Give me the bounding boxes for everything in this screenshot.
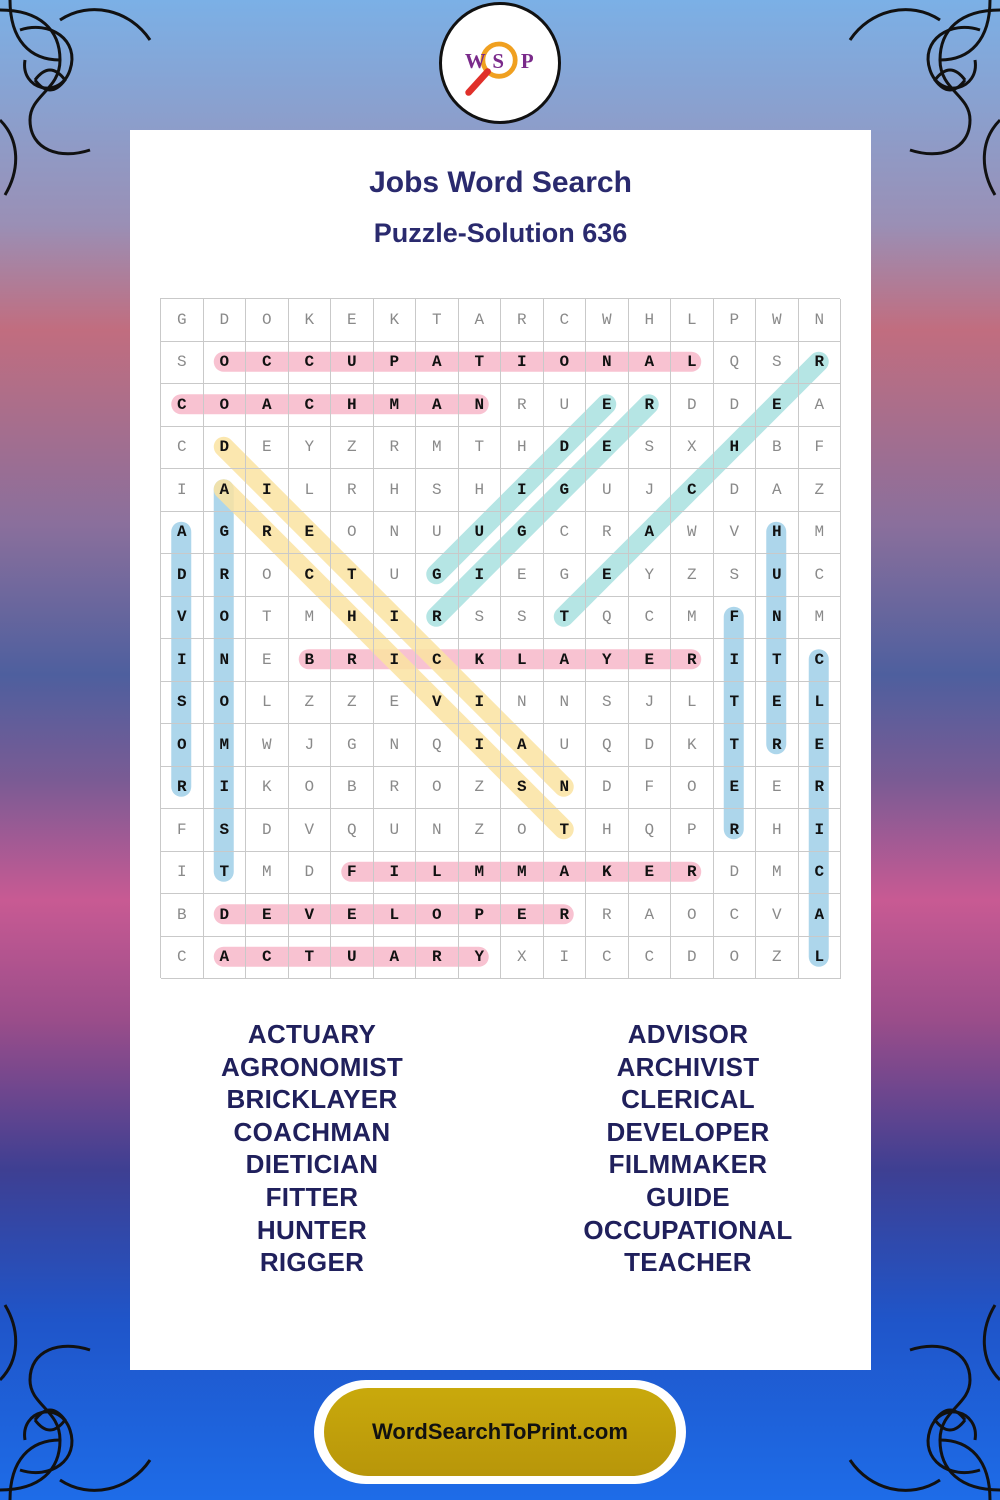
grid-cell[interactable]: O <box>161 724 204 767</box>
grid-cell[interactable]: R <box>799 342 842 385</box>
grid-cell[interactable]: L <box>374 894 417 937</box>
word-item-teacher: TEACHER <box>624 1247 752 1278</box>
grid-cell[interactable]: H <box>586 809 629 852</box>
logo-letter-p: P <box>520 48 534 73</box>
grid-cell[interactable]: O <box>246 299 289 342</box>
grid-cell[interactable]: O <box>416 767 459 810</box>
grid-cell[interactable]: E <box>374 682 417 725</box>
grid-cell[interactable]: I <box>799 809 842 852</box>
grid-cell[interactable]: Q <box>586 724 629 767</box>
grid-cell[interactable]: S <box>714 554 757 597</box>
grid-cell[interactable]: I <box>459 682 502 725</box>
grid-cell[interactable]: O <box>544 342 587 385</box>
grid-cell[interactable]: Z <box>459 809 502 852</box>
grid-cell[interactable]: I <box>161 469 204 512</box>
grid-cell[interactable]: E <box>629 852 672 895</box>
grid-cell[interactable]: R <box>671 852 714 895</box>
grid-cell[interactable]: C <box>586 937 629 980</box>
word-item-bricklayer: BRICKLAYER <box>226 1084 398 1115</box>
grid-cell[interactable]: G <box>204 512 247 555</box>
grid-cell[interactable]: X <box>671 427 714 470</box>
grid-cell[interactable]: E <box>714 767 757 810</box>
grid-cell[interactable]: O <box>204 384 247 427</box>
grid-cell[interactable]: Y <box>629 554 672 597</box>
grid-cell[interactable]: E <box>799 724 842 767</box>
grid-cell[interactable]: L <box>799 937 842 980</box>
grid-cell[interactable]: S <box>756 342 799 385</box>
grid-cell[interactable]: G <box>416 554 459 597</box>
grid-cell[interactable]: B <box>331 767 374 810</box>
word-item-advisor: ADVISOR <box>627 1019 749 1049</box>
word-item-rigger: RIGGER <box>259 1247 365 1278</box>
grid-cell[interactable]: D <box>161 554 204 597</box>
grid-cell[interactable]: D <box>246 809 289 852</box>
grid-cell[interactable]: T <box>331 554 374 597</box>
grid-cell[interactable]: C <box>161 384 204 427</box>
grid-cell[interactable]: V <box>416 682 459 725</box>
grid-cell[interactable]: G <box>161 299 204 342</box>
grid-cell[interactable]: Z <box>459 767 502 810</box>
grid-cell[interactable]: Z <box>756 937 799 980</box>
grid-cell[interactable]: E <box>246 639 289 682</box>
grid-cell[interactable]: F <box>161 809 204 852</box>
grid-cell[interactable]: K <box>289 299 332 342</box>
grid-cell[interactable]: W <box>756 299 799 342</box>
grid-cell[interactable]: P <box>459 894 502 937</box>
grid-cell[interactable]: V <box>714 512 757 555</box>
grid-cell[interactable]: D <box>544 427 587 470</box>
grid-cell[interactable]: R <box>501 299 544 342</box>
grid-cell[interactable]: T <box>544 597 587 640</box>
grid-cell[interactable]: G <box>544 469 587 512</box>
grid-cell[interactable]: R <box>331 469 374 512</box>
grid-cell[interactable]: K <box>374 299 417 342</box>
grid-cell[interactable]: C <box>799 852 842 895</box>
grid-cell[interactable]: O <box>204 342 247 385</box>
grid-cell[interactable]: D <box>629 724 672 767</box>
grid-cell[interactable]: A <box>544 852 587 895</box>
logo-letter-s: S <box>492 48 505 73</box>
grid-cell[interactable]: U <box>544 724 587 767</box>
grid-cell[interactable]: M <box>501 852 544 895</box>
grid-cell[interactable]: A <box>416 342 459 385</box>
grid-cell[interactable]: M <box>799 512 842 555</box>
word-item-archivist: ARCHIVIST <box>616 1051 760 1082</box>
grid-cell[interactable]: M <box>204 724 247 767</box>
grid-cell[interactable]: R <box>799 767 842 810</box>
grid-cell[interactable]: C <box>799 554 842 597</box>
grid-cell[interactable]: T <box>246 597 289 640</box>
grid-cell[interactable]: H <box>374 469 417 512</box>
grid-cell[interactable]: O <box>246 554 289 597</box>
grid-cell[interactable]: A <box>204 469 247 512</box>
grid-cell[interactable]: M <box>459 852 502 895</box>
word-item-guide: GUIDE <box>646 1181 730 1212</box>
grid-cell[interactable]: J <box>629 469 672 512</box>
grid-cell[interactable]: E <box>629 639 672 682</box>
grid-cell[interactable]: R <box>544 894 587 937</box>
grid-cell[interactable]: B <box>289 639 332 682</box>
grid-cell[interactable]: O <box>204 597 247 640</box>
grid-cell[interactable]: N <box>544 682 587 725</box>
grid-cell[interactable]: L <box>416 852 459 895</box>
grid-cell[interactable]: H <box>756 512 799 555</box>
grid-cell[interactable]: L <box>289 469 332 512</box>
grid-cell[interactable]: F <box>331 852 374 895</box>
grid-cell[interactable]: I <box>459 724 502 767</box>
grid-cell[interactable]: I <box>246 469 289 512</box>
grid-cell[interactable]: M <box>799 597 842 640</box>
grid-cell[interactable]: Z <box>671 554 714 597</box>
grid-cell[interactable]: C <box>246 937 289 980</box>
grid-cell[interactable]: S <box>629 427 672 470</box>
grid-cell[interactable]: V <box>289 809 332 852</box>
grid-cell[interactable]: K <box>459 639 502 682</box>
grid-cell[interactable]: M <box>671 597 714 640</box>
grid-cell[interactable]: R <box>374 767 417 810</box>
grid-cell[interactable]: H <box>501 427 544 470</box>
grid-cell[interactable]: W <box>586 299 629 342</box>
grid-cell[interactable]: A <box>374 937 417 980</box>
grid-cell[interactable]: M <box>289 597 332 640</box>
grid-cell[interactable]: T <box>714 724 757 767</box>
grid-cell[interactable]: N <box>501 682 544 725</box>
word-item-occupational: OCCUPATIONAL <box>583 1214 793 1245</box>
magnifier-handle <box>469 72 488 93</box>
grid-cell[interactable]: L <box>671 342 714 385</box>
grid-cell[interactable]: R <box>756 724 799 767</box>
grid-cell[interactable]: C <box>629 937 672 980</box>
grid-cell[interactable]: A <box>204 937 247 980</box>
grid-cell[interactable]: N <box>586 342 629 385</box>
grid-cell[interactable]: E <box>586 554 629 597</box>
grid-cell[interactable]: O <box>204 682 247 725</box>
grid-cell[interactable]: R <box>331 639 374 682</box>
grid-cell[interactable]: O <box>416 894 459 937</box>
grid-cell[interactable]: D <box>204 894 247 937</box>
grid-cell[interactable]: J <box>629 682 672 725</box>
word-item-filmmaker: FILMMAKER <box>608 1149 768 1180</box>
grid-cell[interactable]: W <box>246 724 289 767</box>
grid-cell[interactable]: S <box>501 597 544 640</box>
grid-cell[interactable]: Q <box>586 597 629 640</box>
grid-cell[interactable]: C <box>544 512 587 555</box>
grid-cell[interactable]: U <box>374 809 417 852</box>
grid-cell[interactable]: C <box>629 597 672 640</box>
grid-cell[interactable]: C <box>246 342 289 385</box>
grid-cell[interactable]: T <box>459 427 502 470</box>
grid-cell[interactable]: E <box>501 894 544 937</box>
word-item-clerical: CLERICAL <box>621 1084 755 1115</box>
grid-cell[interactable]: M <box>756 852 799 895</box>
puzzle-card <box>130 130 871 1370</box>
website-badge[interactable] <box>314 1380 686 1484</box>
grid-cell[interactable]: U <box>374 554 417 597</box>
grid-cell[interactable]: P <box>714 299 757 342</box>
grid-cell[interactable]: R <box>416 937 459 980</box>
grid-cell[interactable]: U <box>756 554 799 597</box>
grid-cell[interactable]: Y <box>459 937 502 980</box>
grid-cell[interactable]: M <box>374 384 417 427</box>
puzzle-subtitle: Puzzle-Solution 636 <box>373 218 628 248</box>
grid-cell[interactable]: E <box>331 299 374 342</box>
grid-cell[interactable]: S <box>204 809 247 852</box>
grid-cell[interactable]: S <box>416 469 459 512</box>
grid-cell[interactable]: D <box>289 852 332 895</box>
grid-cell[interactable]: C <box>289 342 332 385</box>
grid-cell[interactable]: X <box>501 937 544 980</box>
grid-cell[interactable]: D <box>671 937 714 980</box>
grid-cell[interactable]: F <box>629 767 672 810</box>
grid-cell[interactable]: Z <box>331 427 374 470</box>
grid-cell[interactable]: R <box>204 554 247 597</box>
grid-cell[interactable]: T <box>289 937 332 980</box>
grid-cell[interactable]: N <box>204 639 247 682</box>
grid-cell[interactable]: E <box>756 682 799 725</box>
grid-cell[interactable]: R <box>671 639 714 682</box>
grid-cell[interactable]: M <box>246 852 289 895</box>
grid-cell[interactable]: A <box>756 469 799 512</box>
grid-cell[interactable]: K <box>586 852 629 895</box>
grid-cell[interactable]: D <box>714 469 757 512</box>
grid-cell[interactable]: T <box>204 852 247 895</box>
grid-cell[interactable]: A <box>246 384 289 427</box>
grid-cell[interactable]: C <box>714 894 757 937</box>
grid-cell[interactable]: P <box>374 342 417 385</box>
website-link[interactable]: WordSearchToPrint.com <box>324 1388 676 1476</box>
grid-cell[interactable]: D <box>671 384 714 427</box>
grid-cell[interactable]: N <box>374 724 417 767</box>
grid-cell[interactable]: R <box>586 894 629 937</box>
grid-cell[interactable]: I <box>501 342 544 385</box>
grid-cell[interactable]: L <box>671 682 714 725</box>
word-item-agronomist: AGRONOMIST <box>220 1051 404 1082</box>
grid-cell[interactable]: L <box>799 682 842 725</box>
grid-cell[interactable]: Q <box>416 724 459 767</box>
grid-cell[interactable]: R <box>501 384 544 427</box>
wsp-logo[interactable] <box>439 2 561 124</box>
grid-cell[interactable]: D <box>204 427 247 470</box>
grid-cell[interactable]: R <box>629 384 672 427</box>
grid-cell[interactable]: E <box>246 427 289 470</box>
grid-cell[interactable]: O <box>331 512 374 555</box>
grid-cell[interactable]: O <box>501 809 544 852</box>
grid-cell[interactable]: E <box>756 767 799 810</box>
grid-cell[interactable]: E <box>756 384 799 427</box>
grid-cell[interactable]: V <box>756 894 799 937</box>
grid-cell[interactable]: I <box>204 767 247 810</box>
grid-cell[interactable]: A <box>799 894 842 937</box>
word-list-right <box>538 1018 838 1279</box>
grid-cell[interactable]: F <box>714 597 757 640</box>
grid-cell[interactable]: D <box>586 767 629 810</box>
grid-cell[interactable]: D <box>714 384 757 427</box>
grid-cell[interactable]: R <box>161 767 204 810</box>
grid-cell[interactable]: A <box>629 512 672 555</box>
grid-cell[interactable]: N <box>374 512 417 555</box>
grid-cell[interactable]: A <box>544 639 587 682</box>
grid-cell[interactable]: U <box>586 469 629 512</box>
grid-cell[interactable]: H <box>714 427 757 470</box>
grid-cell[interactable]: A <box>799 384 842 427</box>
grid-cell[interactable]: L <box>246 682 289 725</box>
grid-cell[interactable]: O <box>714 937 757 980</box>
grid-cell[interactable]: C <box>161 427 204 470</box>
word-search-grid <box>160 298 840 978</box>
grid-cell[interactable]: H <box>756 809 799 852</box>
grid-cell[interactable]: N <box>459 384 502 427</box>
grid-cell[interactable]: U <box>416 512 459 555</box>
grid-cell[interactable]: J <box>289 724 332 767</box>
grid-cell[interactable]: M <box>416 427 459 470</box>
grid-cell[interactable]: E <box>586 384 629 427</box>
grid-cell[interactable]: S <box>161 682 204 725</box>
grid-cell[interactable]: H <box>331 384 374 427</box>
grid-cell[interactable]: C <box>544 299 587 342</box>
word-item-dietician: DIETICIAN <box>245 1149 379 1180</box>
grid-cell[interactable]: R <box>246 512 289 555</box>
grid-cell[interactable]: A <box>629 342 672 385</box>
puzzle-title: Jobs Word Search <box>369 166 632 199</box>
grid-cell[interactable]: A <box>161 512 204 555</box>
grid-cell[interactable]: H <box>459 469 502 512</box>
word-list-left <box>162 1018 462 1279</box>
grid-cell[interactable]: C <box>416 639 459 682</box>
grid-cell[interactable]: A <box>459 299 502 342</box>
grid-cell[interactable]: I <box>161 639 204 682</box>
grid-cell[interactable]: R <box>416 597 459 640</box>
grid-cell[interactable]: O <box>671 894 714 937</box>
grid-cell[interactable]: N <box>544 767 587 810</box>
grid-cell[interactable]: Q <box>629 809 672 852</box>
grid-cell[interactable]: U <box>544 384 587 427</box>
grid-cell[interactable]: Y <box>586 639 629 682</box>
grid-cell[interactable]: I <box>374 639 417 682</box>
grid-cell[interactable]: R <box>586 512 629 555</box>
word-item-hunter: HUNTER <box>256 1214 368 1245</box>
grid-cell[interactable]: I <box>459 554 502 597</box>
grid-cell[interactable]: I <box>374 597 417 640</box>
grid-cell[interactable]: O <box>671 767 714 810</box>
grid-cell[interactable]: S <box>161 342 204 385</box>
grid-cell[interactable]: I <box>544 937 587 980</box>
grid-cell[interactable]: C <box>289 554 332 597</box>
grid-cell[interactable]: U <box>331 342 374 385</box>
grid-cell[interactable]: Z <box>331 682 374 725</box>
grid-cell[interactable]: E <box>246 894 289 937</box>
grid-cell[interactable]: L <box>501 639 544 682</box>
grid-cell[interactable]: D <box>714 852 757 895</box>
grid-cell[interactable]: G <box>331 724 374 767</box>
grid-cell[interactable]: N <box>799 299 842 342</box>
grid-cell[interactable]: G <box>501 512 544 555</box>
grid-cell[interactable]: R <box>714 809 757 852</box>
grid-cell[interactable]: S <box>586 682 629 725</box>
word-item-coachman: COACHMAN <box>233 1116 391 1147</box>
grid-cell[interactable]: E <box>586 427 629 470</box>
grid-cell[interactable]: N <box>416 809 459 852</box>
grid-cell[interactable]: I <box>714 639 757 682</box>
grid-cell[interactable]: Z <box>799 469 842 512</box>
grid-cell[interactable]: A <box>416 384 459 427</box>
grid-cell[interactable]: T <box>756 639 799 682</box>
grid-cell[interactable]: H <box>629 299 672 342</box>
grid-cell[interactable]: R <box>374 427 417 470</box>
grid-cell[interactable]: H <box>331 597 374 640</box>
grid-cell[interactable]: E <box>289 512 332 555</box>
grid-cell[interactable]: E <box>501 554 544 597</box>
grid-cell[interactable]: N <box>756 597 799 640</box>
grid-cell[interactable]: Q <box>331 809 374 852</box>
logo-letter-w: W <box>464 48 486 73</box>
grid-cell[interactable]: A <box>501 724 544 767</box>
grid-cell[interactable]: L <box>671 299 714 342</box>
grid-cell[interactable]: U <box>459 512 502 555</box>
grid-cell[interactable]: C <box>289 384 332 427</box>
grid-cell[interactable]: Y <box>289 427 332 470</box>
grid-cell[interactable]: B <box>161 894 204 937</box>
grid-cell[interactable]: C <box>799 639 842 682</box>
grid-cell[interactable]: E <box>331 894 374 937</box>
grid-cell[interactable]: I <box>501 469 544 512</box>
grid-cell[interactable]: V <box>289 894 332 937</box>
grid-cell[interactable]: S <box>459 597 502 640</box>
grid-cell[interactable]: S <box>501 767 544 810</box>
grid-cell[interactable]: F <box>799 427 842 470</box>
grid-cell[interactable]: T <box>544 809 587 852</box>
grid-cell[interactable]: T <box>459 342 502 385</box>
grid-cell[interactable]: G <box>544 554 587 597</box>
grid-cell[interactable]: Q <box>714 342 757 385</box>
grid-cell[interactable]: A <box>629 894 672 937</box>
word-item-fitter: FITTER <box>265 1181 359 1212</box>
word-item-actuary: ACTUARY <box>247 1019 377 1049</box>
grid-cell[interactable]: V <box>161 597 204 640</box>
grid-cell[interactable]: U <box>331 937 374 980</box>
grid-cell[interactable]: I <box>374 852 417 895</box>
grid-cell[interactable]: O <box>289 767 332 810</box>
grid-cell[interactable]: K <box>671 724 714 767</box>
grid-cell[interactable]: K <box>246 767 289 810</box>
grid-cell[interactable]: I <box>161 852 204 895</box>
grid-cell[interactable]: C <box>161 937 204 980</box>
word-item-developer: DEVELOPER <box>606 1116 770 1147</box>
grid-cell[interactable]: Z <box>289 682 332 725</box>
grid-cell[interactable]: P <box>671 809 714 852</box>
grid-cell[interactable]: W <box>671 512 714 555</box>
grid-cell[interactable]: D <box>204 299 247 342</box>
grid-cell[interactable]: T <box>714 682 757 725</box>
grid-cell[interactable]: T <box>416 299 459 342</box>
grid-cell[interactable]: C <box>671 469 714 512</box>
grid-cell[interactable]: B <box>756 427 799 470</box>
